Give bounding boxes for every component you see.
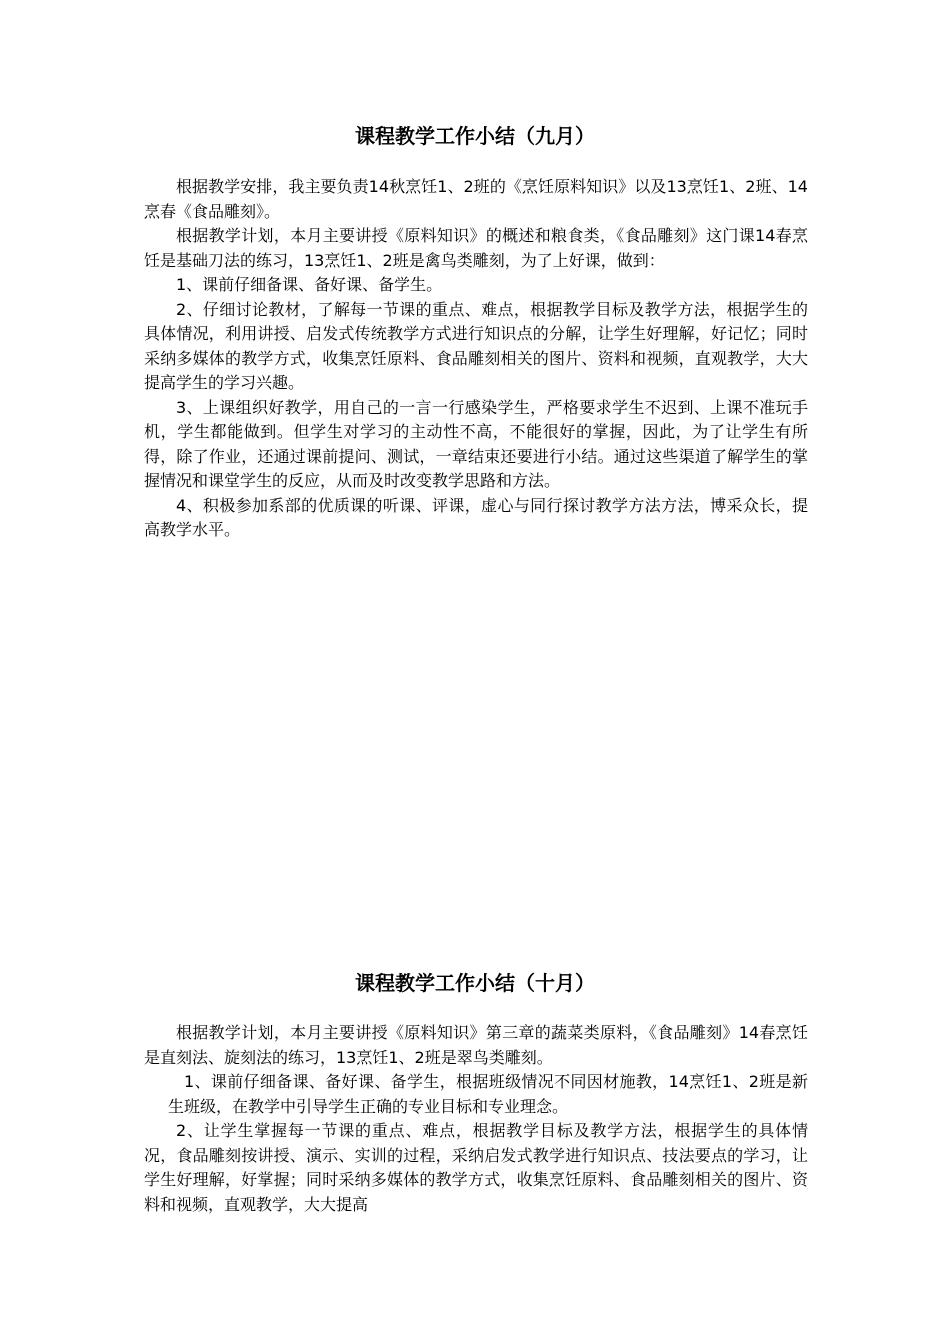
paragraph: 1、课前仔细备课、备好课、备学生，根据班级情况不同因材施教，14烹饪1、2班是新生班级，在教学中引导学生正确的专业目标和专业理念。	[168, 1072, 808, 1116]
paragraph: 2、让学生掌握每一节课的重点、难点，根据教学目标及教学方法，根据学生的具体情况，食品雕刻按讲授、演示、实训的过程，采纳启发式教学进行知识点、技法要点的学习，让学生好理解，好掌握；同时采纳多媒体的教学方式，收集烹饪原料、食品雕刻相关的图片、资料和视频，直观教学，大大提高	[144, 1121, 808, 1214]
paragraph: 根据教学计划，本月主要讲授《原料知识》第三章的蔬菜类原料，《食品雕刻》14春烹饪是直刻法、旋刻法的练习，13烹饪1、2班是翠鸟类雕刻。	[144, 1023, 808, 1067]
section-title-september: 课程教学工作小结（九月）	[355, 124, 595, 148]
paragraph: 根据教学安排，我主要负责14秋烹饪1、2班的《烹饪原料知识》以及13烹饪1、2班、14烹春《食品雕刻》。	[144, 177, 808, 221]
paragraph: 根据教学计划，本月主要讲授《原料知识》的概述和粮食类，《食品雕刻》这门课14春烹饪是基础刀法的练习，13烹饪1、2班是禽鸟类雕刻，为了上好课，做到：	[144, 226, 808, 270]
section-title-october: 课程教学工作小结（十月）	[355, 971, 595, 995]
paragraph: 3、上课组织好教学，用自己的一言一行感染学生，严格要求学生不迟到、上课不准玩手机，学生都能做到。但学生对学习的主动性不高，不能很好的掌握，因此，为了让学生有所得，除了作业，还通过课前提问、测试，一章结束还要进行小结。通过这些渠道了解学生的掌握情况和课堂学生的反应，从而及时改变教学思路和方法。	[144, 397, 808, 490]
section-body-october	[144, 1021, 808, 1217]
paragraph: 4、积极参加系部的优质课的听课、评课，虚心与同行探讨教学方法方法，博采众长，提高教学水平。	[144, 495, 808, 539]
paragraph: 1、课前仔细备课、备好课、备学生。	[176, 275, 443, 294]
paragraph: 2、仔细讨论教材，了解每一节课的重点、难点，根据教学目标及教学方法，根据学生的具体情况，利用讲授、启发式传统教学方式进行知识点的分解，让学生好理解，好记忆；同时采纳多媒体的教学方式，收集烹饪原料、食品雕刻相关的图片、资料和视频，直观教学，大大提高学生的学习兴趣。	[144, 299, 808, 392]
section-body-september	[144, 175, 808, 543]
